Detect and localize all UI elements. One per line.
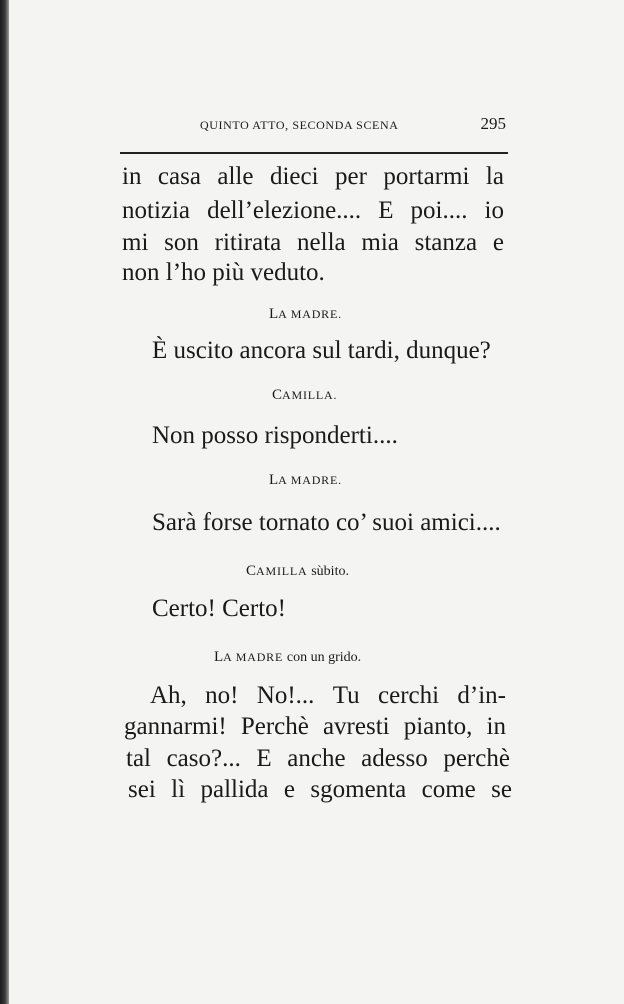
word: io (484, 197, 504, 224)
text-line-1 (122, 162, 504, 192)
word: e (283, 776, 295, 803)
word: mia (361, 229, 399, 256)
word: d’in- (457, 682, 506, 709)
stage-direction: con un grido. (286, 650, 362, 665)
word: pianto, (403, 713, 473, 740)
word: No!... (256, 682, 315, 709)
text-line-8: Certo! Certo! (152, 595, 286, 622)
word: Ah, (150, 682, 187, 709)
text-line-9 (150, 681, 506, 711)
page-number: 295 (480, 114, 506, 133)
text-line-12 (128, 775, 512, 805)
text-line-7: Sarà forse tornato co’ suoi amici.... (152, 509, 501, 536)
speaker-la-madre: LA MADRE. (269, 472, 342, 488)
word: mi (122, 229, 149, 256)
word: e (492, 229, 504, 256)
word: Perchè (240, 713, 309, 740)
speaker-la-madre-direction: LA MADRE con un grido. (214, 649, 362, 665)
text-line-2 (122, 196, 504, 226)
text-line-3 (122, 228, 504, 258)
word: no! (205, 682, 239, 709)
word: son (164, 229, 199, 256)
word: E (256, 745, 272, 772)
word: la (485, 163, 504, 190)
word: adesso (361, 745, 428, 772)
word: sgomenta (310, 776, 407, 803)
word: ritirata (214, 229, 282, 256)
running-header (120, 114, 510, 138)
word: pallida (200, 776, 269, 803)
word: nella (297, 229, 346, 256)
page-binding-edge (0, 0, 9, 1004)
word: dieci (269, 163, 319, 190)
text-line-5: È uscito ancora sul tardi, dunque? (152, 337, 491, 364)
word: in (486, 713, 506, 740)
word: stanza (414, 229, 478, 256)
word: sei (128, 776, 156, 803)
running-title: QUINTO ATTO, SECONDA SCENA (200, 118, 399, 132)
stage-direction: sùbito. (311, 564, 349, 579)
word: alle (217, 163, 254, 190)
word: dell’elezione.... (207, 197, 362, 224)
word: caso?... (166, 745, 241, 772)
text-line-10 (124, 712, 506, 742)
speaker-la-madre: LA MADRE. (269, 306, 342, 322)
word: portarmi (383, 163, 470, 190)
word: cerchi (378, 682, 440, 709)
word: come (421, 776, 476, 803)
text-line-4: non l’ho più veduto. (122, 259, 325, 286)
header-rule (120, 152, 508, 154)
speaker-camilla: CAMILLA. (272, 387, 338, 403)
word: se (491, 776, 512, 803)
word: avresti (322, 713, 390, 740)
word: lì (171, 776, 186, 803)
word: in (122, 163, 142, 190)
word: notizia (122, 197, 191, 224)
word: gannarmi! (124, 713, 227, 740)
word: poi.... (410, 197, 468, 224)
word: anche (287, 745, 346, 772)
word: perchè (443, 745, 510, 772)
word: E (378, 197, 394, 224)
word: casa (157, 163, 201, 190)
word: tal (126, 745, 151, 772)
text-line-11 (126, 744, 510, 774)
text-line-6: Non posso risponderti.... (152, 422, 398, 449)
word: Tu (332, 682, 360, 709)
speaker-camilla-direction: CAMILLA sùbito. (246, 563, 349, 579)
word: per (334, 163, 367, 190)
